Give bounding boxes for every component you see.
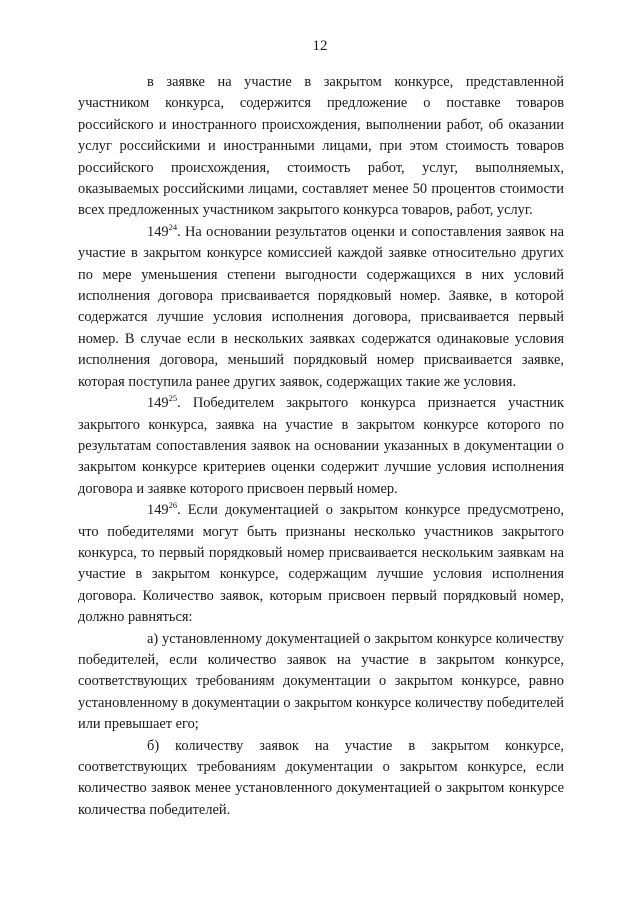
paragraph-article-149-24 (78, 222, 564, 393)
article-superscript: 26 (168, 500, 178, 511)
list-item-a: а) установленному документацией о закрытом конкурсе количеству победителей, если количество заявок на участие в закрытом конкурсе, соответствующих требованиям документации о закрытом конкурсе, равно установленному в документации о закрытом конкурсе количеству победителей или превышает его; (78, 630, 564, 733)
article-number: 149 (147, 502, 169, 519)
article-number: 149 (147, 223, 169, 240)
list-item-b: б) количеству заявок на участие в закрытом конкурсе, соответствующих требованиям документации о закрытом конкурсе, если количество заявок менее установленного документацией о закрытом конкурсе количества победителей. (78, 737, 564, 818)
document-body (78, 72, 564, 821)
article-number: 149 (147, 395, 169, 412)
article-text: . Если документацией о закрытом конкурсе предусмотрено, что победителями могут быть признаны несколько участников закрытого конкурса, то первый порядковый номер присваивается нескольким заявкам на участие в закрытом конкурсе, содержащим лучшие условия исполнения договора. Количество заявок, которым присвоен первый порядковый номер, должно равняться: (78, 502, 564, 626)
article-text: . На основании результатов оценки и сопоставления заявок на участие в закрытом конкурсе комиссией каждой заявке относительно других по мере уменьшения степени выгодности содержащихся в них условий исполнения договора присваивается порядковый номер. Заявке, в которой содержатся лучшие условия исполнения договора, присваивается первый номер. В случае если в нескольких заявках содержатся одинаковые условия исполнения договора, меньший порядковый номер присваивается заявке, которая поступила ранее других заявок, содержащих такие же условия. (78, 223, 564, 390)
article-superscript: 25 (168, 393, 178, 404)
article-text: . Победителем закрытого конкурса признается участник закрытого конкурса, заявка на участие в закрытом конкурсе которого по результатам сопоставления заявок на основании указанных в документации о закрытом конкурсе критериев оценки содержит лучшие условия исполнения договора и заявке которого присвоен первый номер. (78, 395, 564, 497)
paragraph-article-149-25 (78, 393, 564, 500)
paragraph-article-149-26 (78, 500, 564, 628)
article-superscript: 24 (168, 221, 178, 232)
page-number: 12 (312, 38, 328, 54)
paragraph-continuation: в заявке на участие в закрытом конкурсе, представленной участником конкурса, содержится предложение о поставке товаров российского и иностранного происхождения, выполнении работ, об оказании услуг российскими и иностранными лицами, при этом стоимость товаров российского происхождения, стоимость работ, услуг, выполняемых, оказываемых российскими лицами, составляет менее 50 процентов стоимости всех предложенных участником закрытого конкурса товаров, работ, услуг. (78, 74, 564, 219)
